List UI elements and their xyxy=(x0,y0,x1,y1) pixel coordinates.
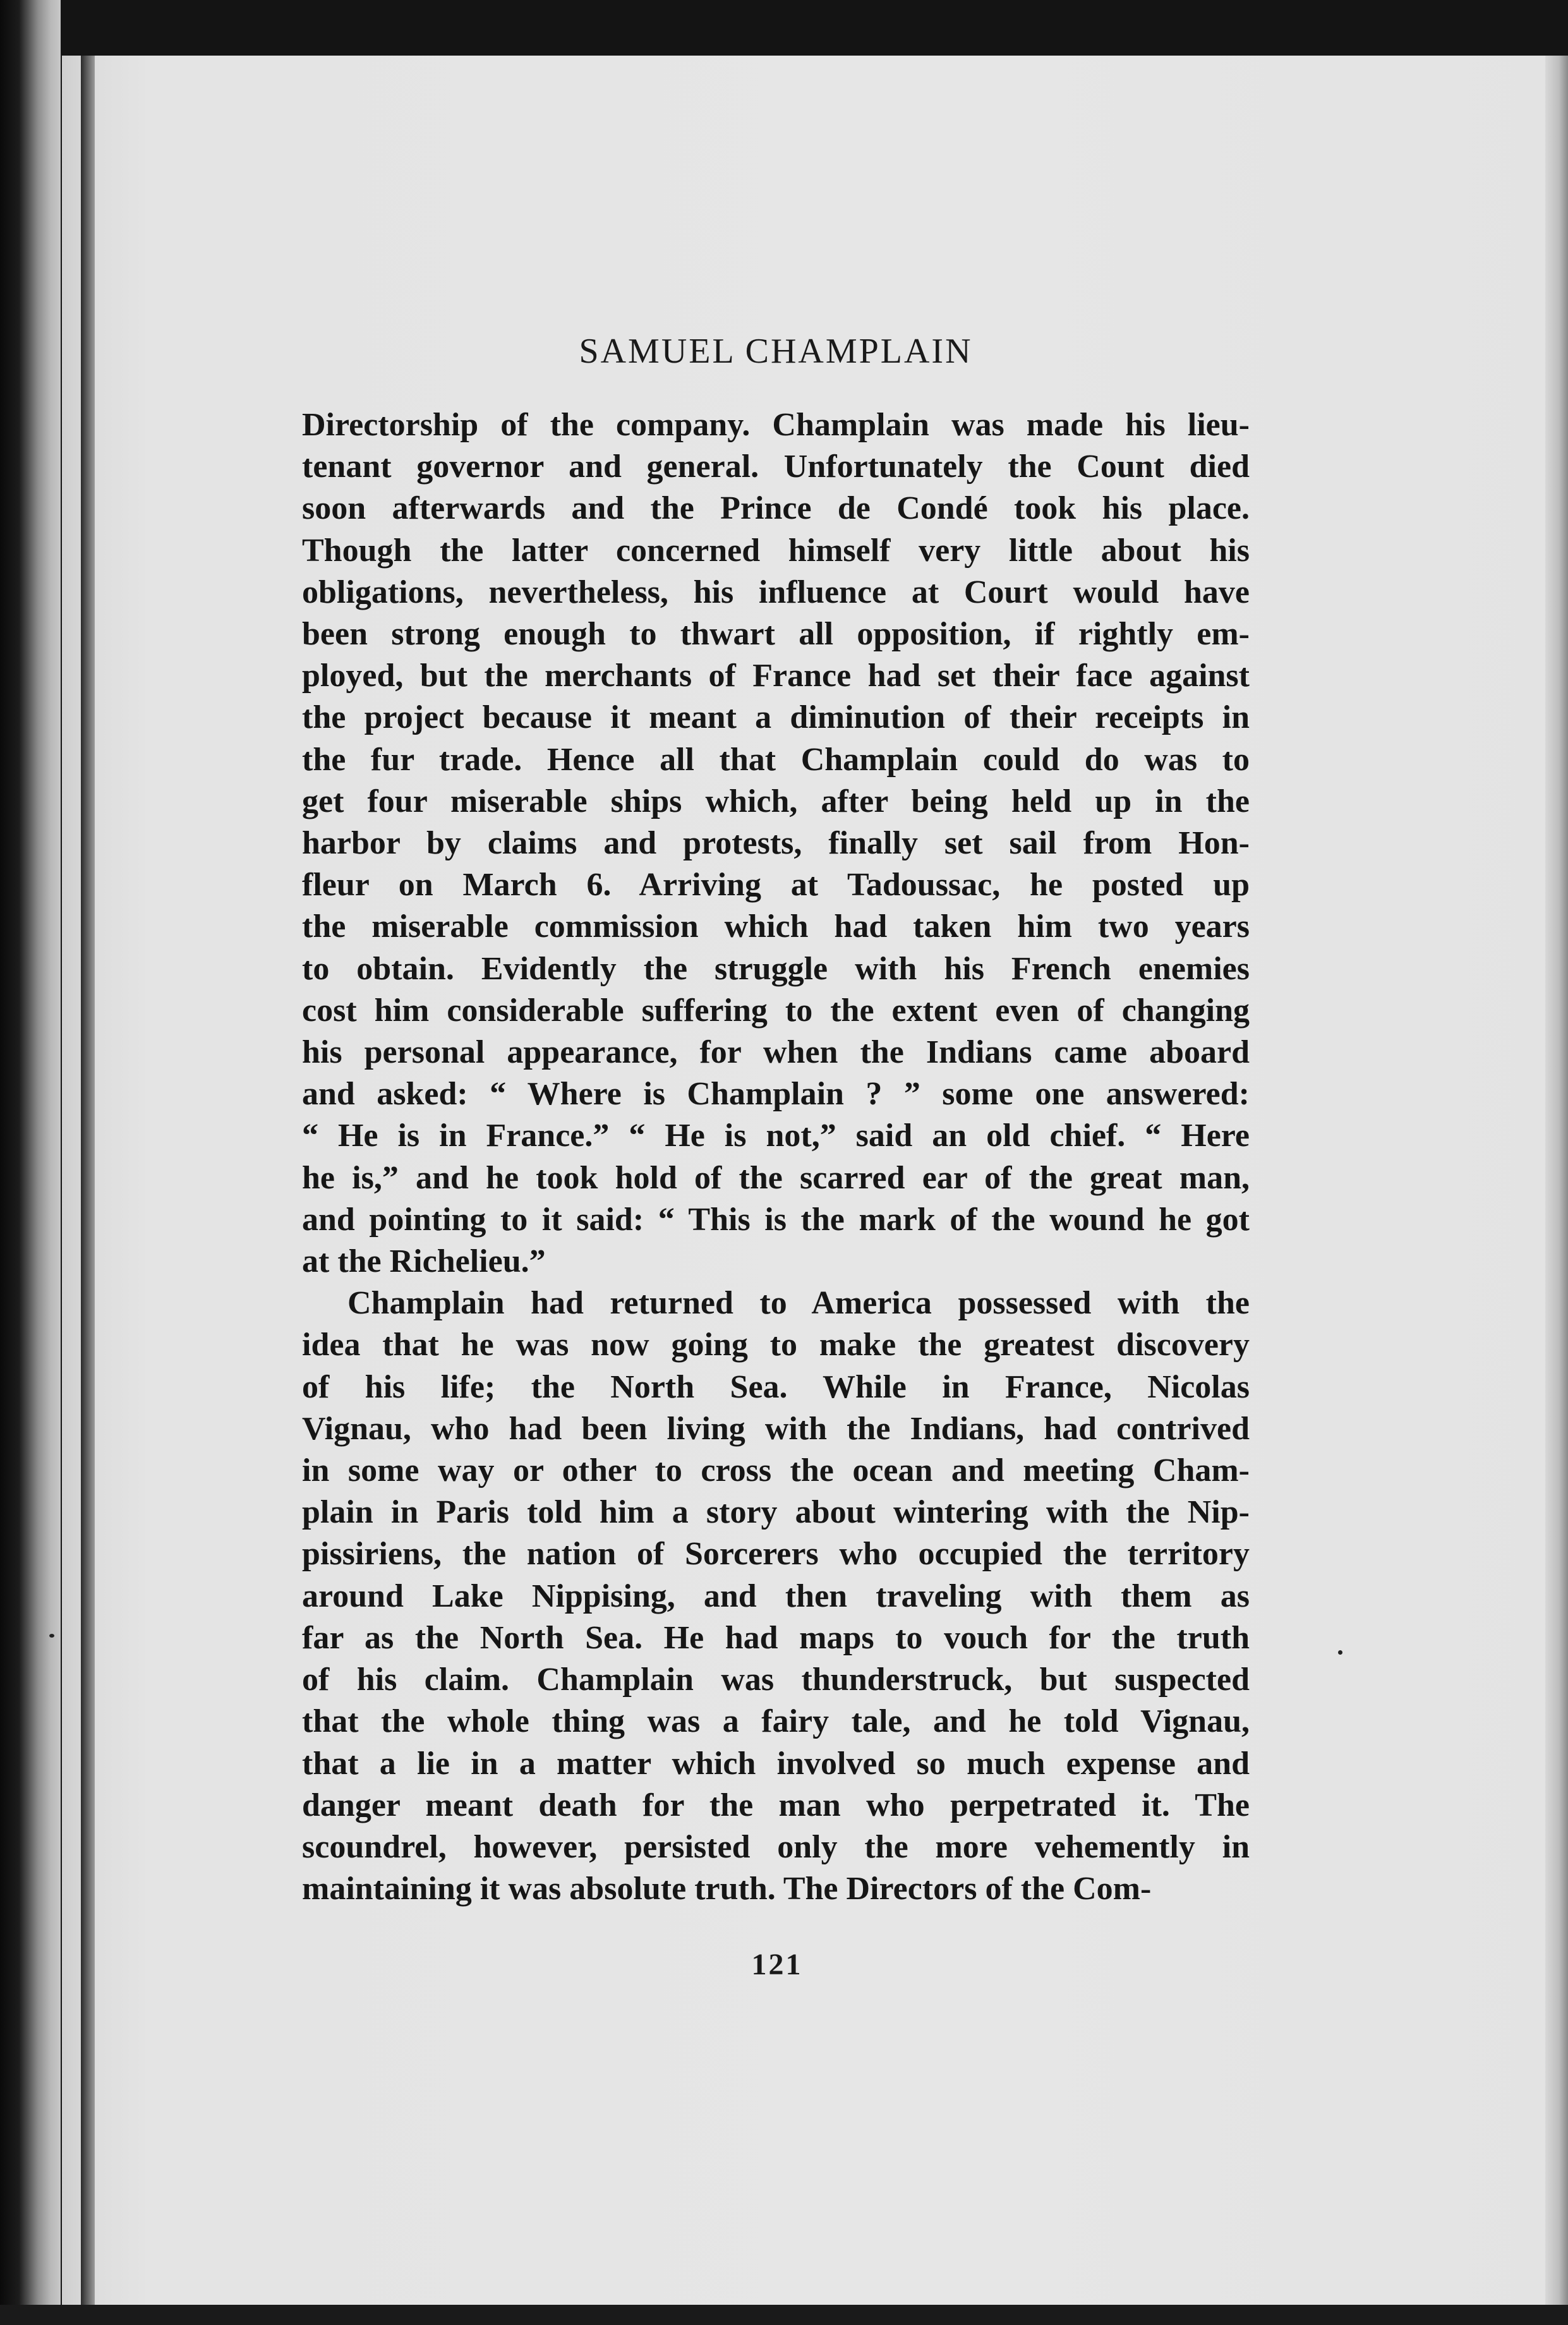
text-line: tenant governor and general. Unfortunately the Count died xyxy=(302,449,1250,485)
text-line: scoundrel, however, persisted only the more vehemently in xyxy=(302,1828,1250,1865)
body-text xyxy=(302,404,1250,1910)
paragraph xyxy=(302,404,1250,1283)
text-line: harbor by claims and protests, finally set sail from Hon- xyxy=(302,825,1250,862)
page-bottom-edge xyxy=(0,2305,1568,2325)
text-line: been strong enough to thwart all opposition, if rightly em- xyxy=(302,616,1250,653)
text-line: the fur trade. Hence all that Champlain could do was to xyxy=(302,741,1250,778)
text-line: around Lake Nippising, and then traveling with them as xyxy=(302,1578,1250,1614)
text-line: of his claim. Champlain was thunderstruck, but suspected xyxy=(302,1662,1250,1698)
text-line: that a lie in a matter which involved so much expense and xyxy=(302,1745,1250,1782)
text-line: and asked: “ Where is Champlain ? ” some one answered: xyxy=(302,1076,1250,1113)
page-edge xyxy=(1545,56,1568,2305)
page-spine-shadow xyxy=(81,56,95,2305)
text-line: Though the latter concerned himself very little about his xyxy=(302,532,1250,569)
text-line: in some way or other to cross the ocean and meeting Cham- xyxy=(302,1452,1250,1489)
text-line: soon afterwards and the Prince de Condé took his place. xyxy=(302,490,1250,527)
page-number: 121 xyxy=(751,1948,803,1981)
text-line: maintaining it was absolute truth. The Directors of the Com- xyxy=(302,1871,1152,1907)
running-head: SAMUEL CHAMPLAIN xyxy=(579,332,973,371)
text-line: Champlain had returned to America possessed with the xyxy=(347,1285,1250,1322)
text-line: that the whole thing was a fairy tale, and he told Vignau, xyxy=(302,1703,1250,1740)
text-line: plain in Paris told him a story about wintering with the Nip- xyxy=(302,1494,1250,1531)
text-line: his personal appearance, for when the Indians came aboard xyxy=(302,1034,1250,1071)
text-line: fleur on March 6. Arriving at Tadoussac, he posted up xyxy=(302,867,1250,903)
text-line: to obtain. Evidently the struggle with his French enemies xyxy=(302,950,1250,987)
binding-gutter xyxy=(0,0,61,2325)
text-line: get four miserable ships which, after being held up in the xyxy=(302,783,1250,819)
paragraph xyxy=(302,1283,1250,1910)
text-line: pissiriens, the nation of Sorcerers who occupied the territory xyxy=(302,1536,1250,1573)
scan-speck xyxy=(49,1634,54,1638)
text-line: he is,” and he took hold of the scarred ear of the great man, xyxy=(302,1159,1250,1196)
scan-speck xyxy=(1338,1650,1342,1655)
text-line: far as the North Sea. He had maps to vouch for the truth xyxy=(302,1619,1250,1656)
text-line: ployed, but the merchants of France had set their face against xyxy=(302,658,1250,694)
text-line: and pointing to it said: “ This is the mark of the wound he got xyxy=(302,1201,1250,1238)
text-line: the project because it meant a diminution of their receipts in xyxy=(302,699,1250,736)
text-line: of his life; the North Sea. While in France, Nicolas xyxy=(302,1368,1250,1405)
text-line: at the Richelieu.” xyxy=(302,1243,546,1280)
text-line: obligations, nevertheless, his influence at Court would have xyxy=(302,574,1250,610)
text-line: Vignau, who had been living with the Indians, had contrived xyxy=(302,1410,1250,1447)
text-line: cost him considerable suffering to the extent even of changing xyxy=(302,992,1250,1029)
text-line: Directorship of the company. Champlain was made his lieu- xyxy=(302,407,1250,443)
text-line: “ He is in France.” “ He is not,” said an old chief. “ Here xyxy=(302,1118,1250,1154)
text-line: danger meant death for the man who perpetrated it. The xyxy=(302,1787,1250,1823)
text-line: the miserable commission which had taken him two years xyxy=(302,909,1250,945)
text-line: idea that he was now going to make the greatest discovery xyxy=(302,1327,1250,1363)
